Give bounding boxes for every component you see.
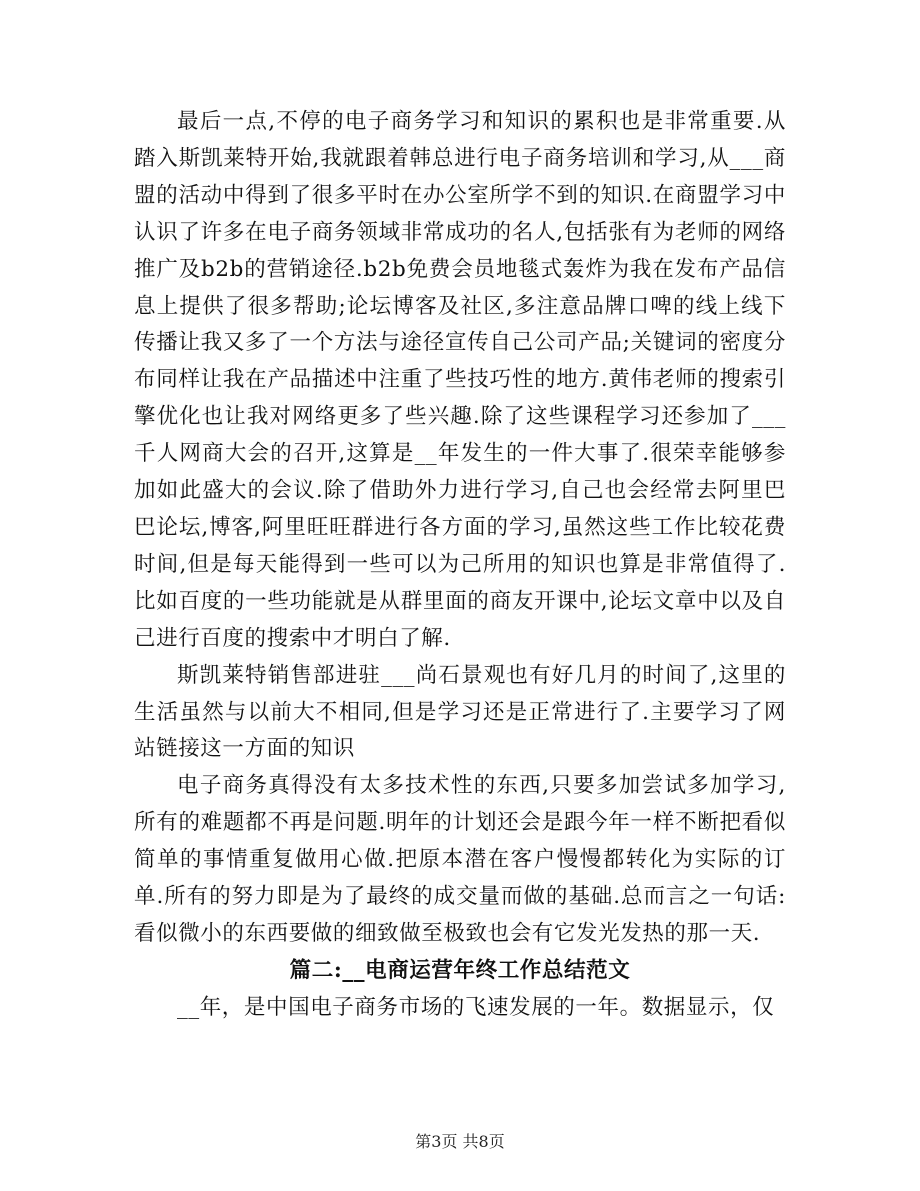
paragraph-plan: 电子商务真得没有太多技术性的东西,只要多加尝试多加学习,所有的难题都不再是问题.明年的计划还会是跟今年一样不断把看似简单的事情重复做用心做.把原本潜在客户慢慢都转化为实际的订单.所有的努力即是为了最终的成交量而做的基础.总而言之一句话:看似微小的东西要做的细致做至极致也会有它发光发热的那一天. — [134, 773, 786, 946]
page-number: 第3页 共8页 — [415, 1132, 505, 1151]
paragraph-intro: __年，是中国电子商务市场的飞速发展的一年。数据显示，仅 — [177, 994, 775, 1020]
paragraph-learning: 最后一点,不停的电子商务学习和知识的累积也是非常重要.从踏入斯凯莱特开始,我就跟着韩总进行电子商务培训和学习,从___商盟的活动中得到了很多平时在办公室所学不到的知识.在商盟学习中认识了许多在电子商务领域非常成功的名人,包括张有为老师的网络推广及b2b的营销途径.b2b免费会员地毯式轰炸为我在发布产品信息上提供了很多帮助;论坛博客及社区,多注意品牌口啤的线上线下传播让我又多了一个方法与途径宣传自己公司产品;关键词的密度分布同样让我在产品描述中注重了些技巧性的地方.黄伟老师的搜索引擎优化也让我对网络更多了些兴趣.除了这些课程学习还参加了___千人网商大会的召开,这算是__年发生的一件大事了.很荣幸能够参加如此盛大的会议.除了借助外力进行学习,自己也会经常去阿里巴巴论坛,博客,阿里旺旺群进行各方面的学习,虽然这些工作比较花费时间,但是每天能得到一些可以为己所用的知识也算是非常值得了.比如百度的一些功能就是从群里面的商友开课中,论坛文章中以及自己进行百度的搜索中才明白了解. — [134, 109, 786, 651]
document-body — [134, 104, 786, 1027]
section-heading: 篇二:__电商运营年终工作总结范文 — [289, 957, 631, 983]
paragraph-sales-dept: 斯凯莱特销售部进驻___尚石景观也有好几月的时间了,这里的生活虽然与以前大不相同,但是学习还是正常进行了.主要学习了网站链接这一方面的知识 — [134, 662, 786, 762]
